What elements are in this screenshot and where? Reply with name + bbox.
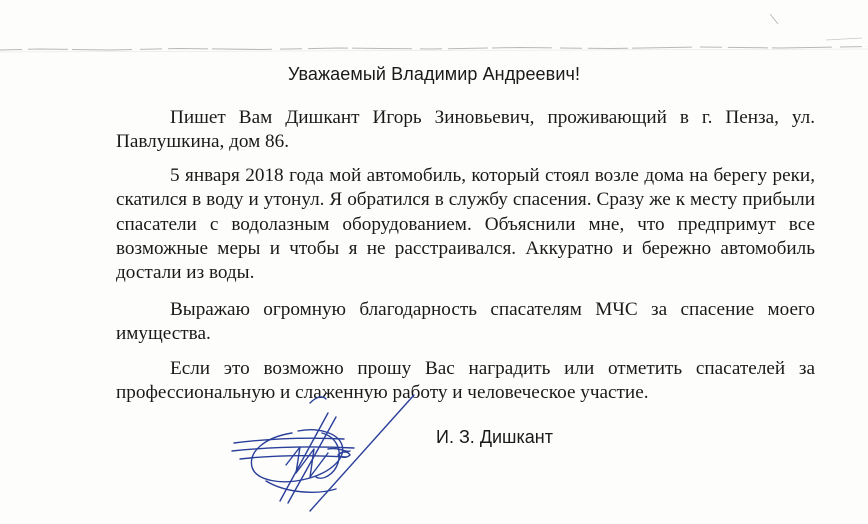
letter-body [116, 106, 815, 405]
paragraph-request: Если это возможно прошу Вас наградить или отметить спасателей за профессиональную и слаженную работу и человеческое участие. [116, 357, 815, 404]
handwritten-signature [226, 393, 436, 513]
scan-edge-marks [0, 0, 868, 60]
paragraph-gratitude: Выражаю огромную благодарность спасателям МЧС за спасение моего имущества. [116, 298, 815, 345]
signer-name: И. З. Дишкант [436, 427, 553, 447]
paragraph-incident: 5 января 2018 года мой автомобиль, который стоял возле дома на берегу реки, скатился в воду и утонул. Я обратился в службу спасения. Сразу же к месту прибыли спасатели с водолазным оборудованием. Объяснили мне, что предпримут все возможные меры и чтобы я не расстраивался. Аккуратно и бережно автомобиль достали из воды. [116, 164, 815, 284]
letter-greeting: Уважаемый Владимир Андреевич! [287, 64, 581, 84]
paragraph-residence: Пишет Вам Дишкант Игорь Зиновьевич, проживающий в г. Пенза, ул. Павлушкина, дом 86. [116, 107, 815, 153]
